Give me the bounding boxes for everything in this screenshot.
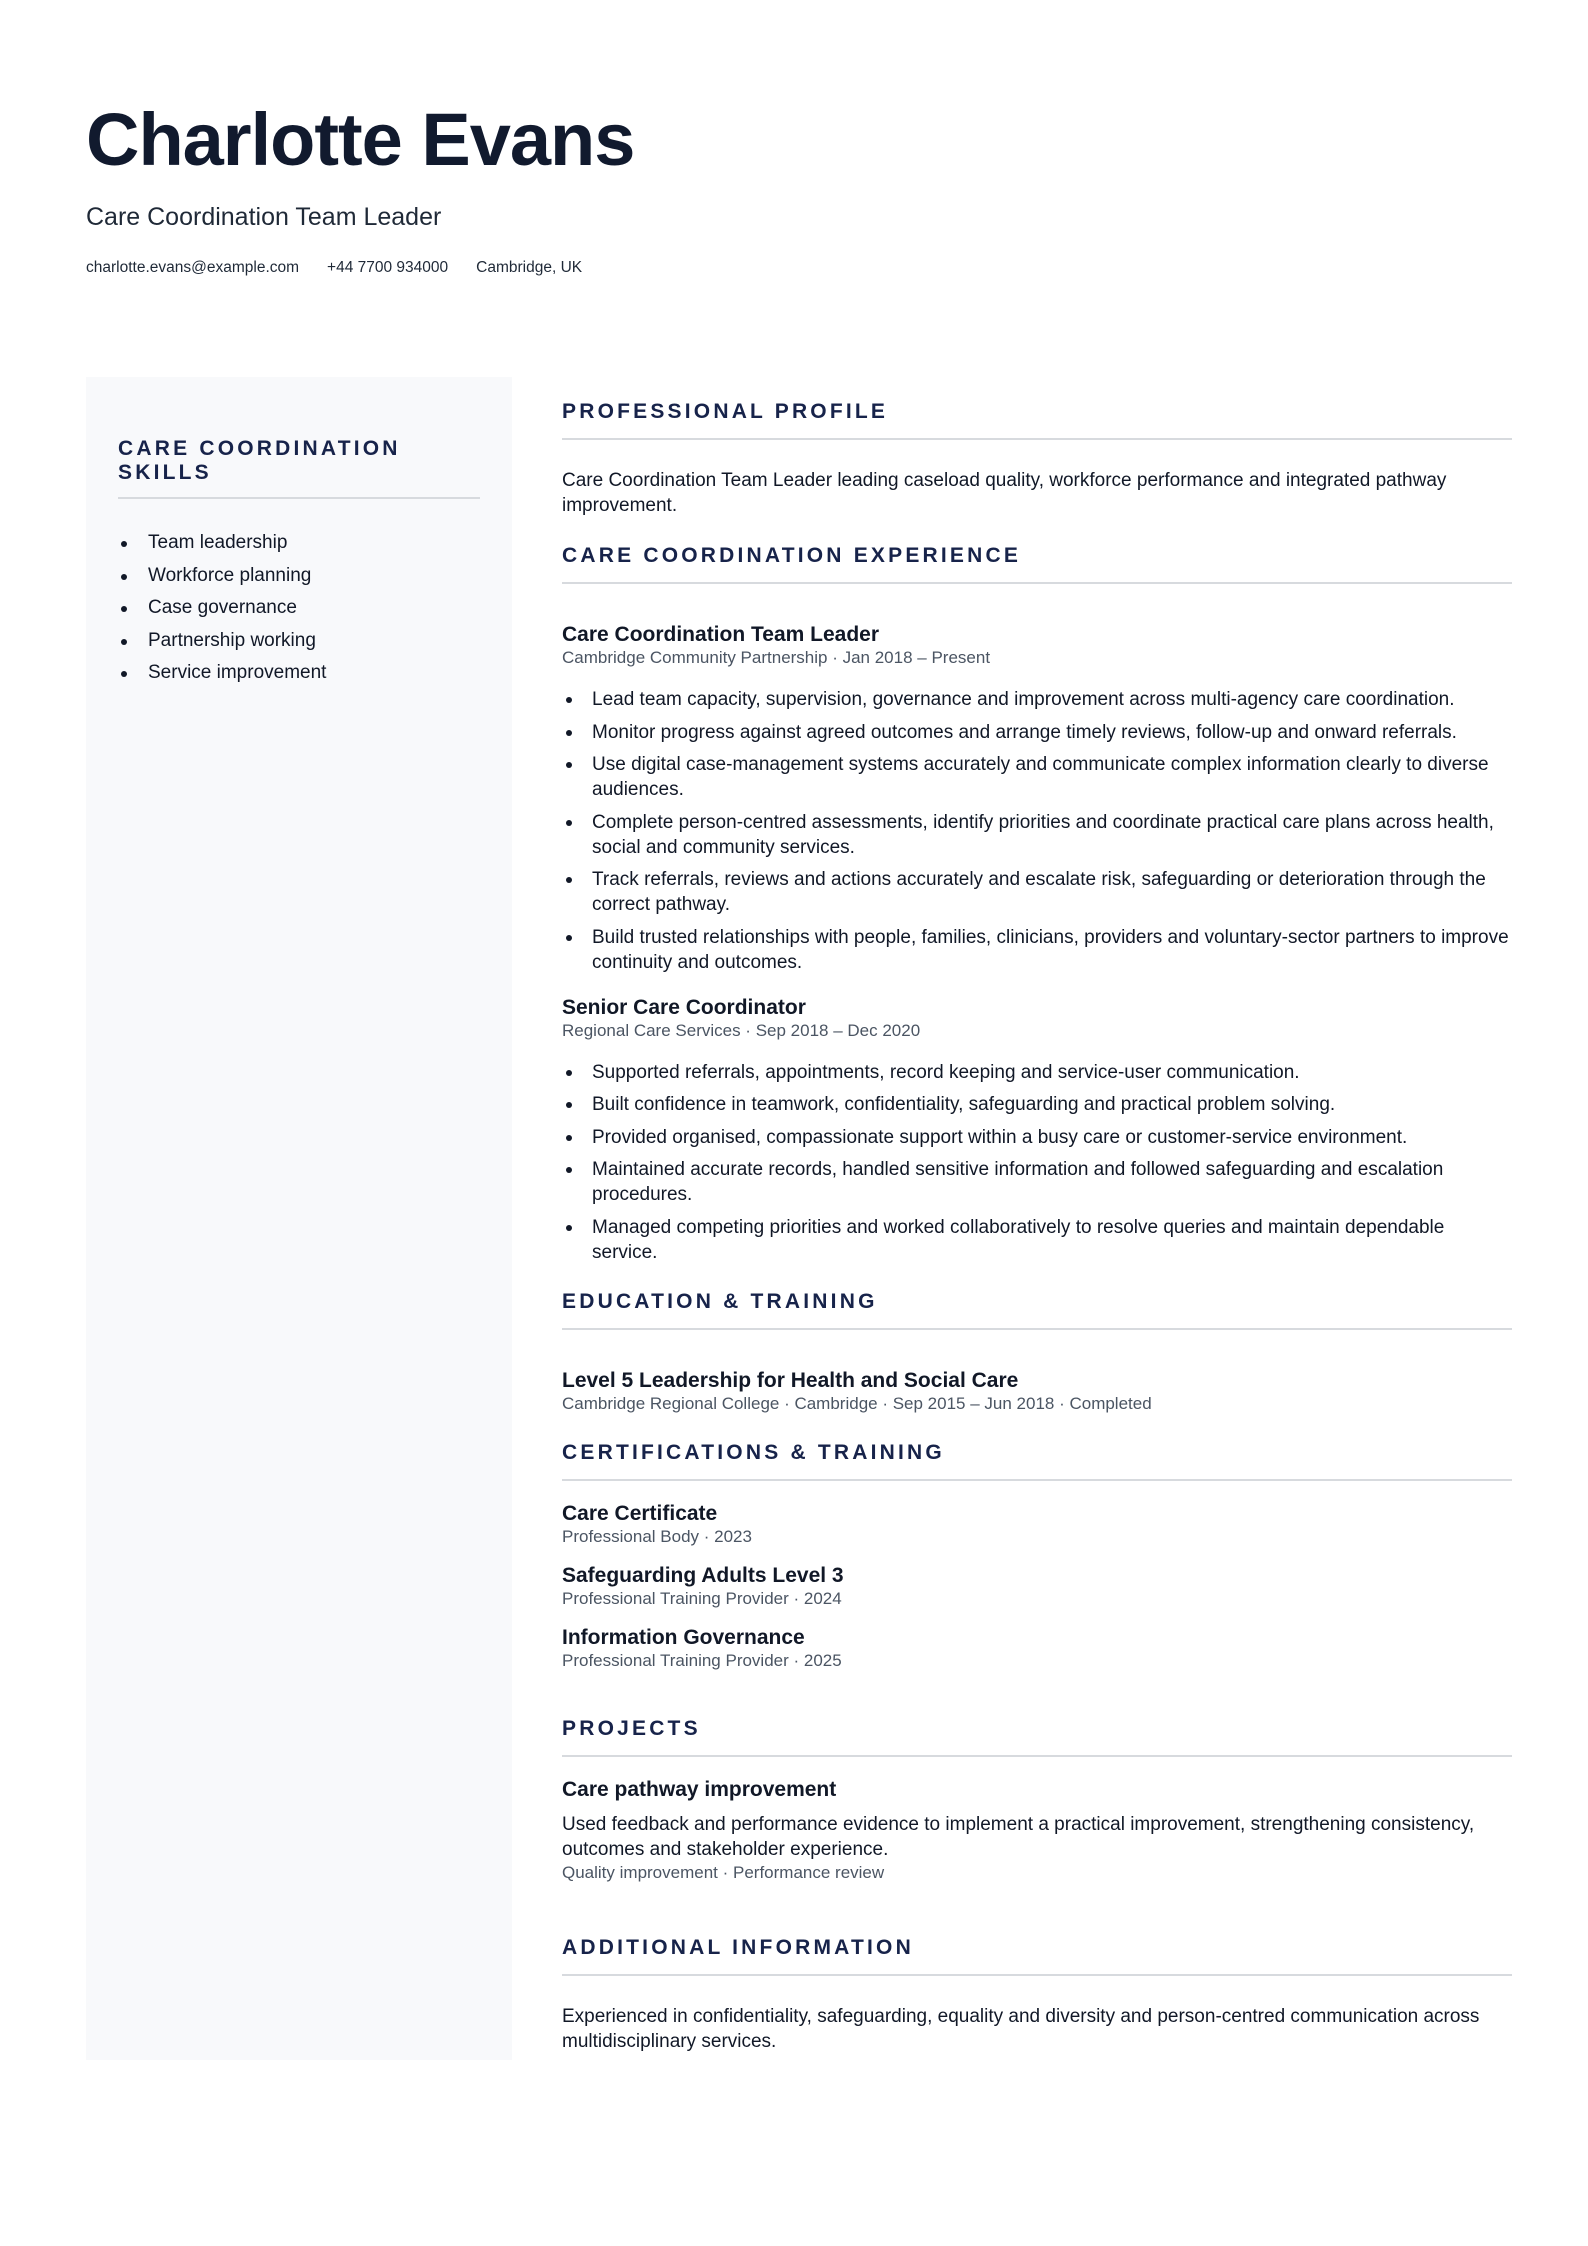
candidate-name: Charlotte Evans xyxy=(86,98,635,181)
job-title: Care Coordination Team Leader xyxy=(562,623,880,646)
job-bullet: Complete person-centred assessments, identify priorities and coordinate practical care plans across health, social and community services. xyxy=(562,810,1512,860)
job-entry xyxy=(562,995,1512,1265)
education-title: Level 5 Leadership for Health and Social Care xyxy=(562,1368,1019,1392)
job-entry xyxy=(562,622,1512,975)
skill-item: Case governance xyxy=(118,592,480,625)
skill-item: Workforce planning xyxy=(118,560,480,593)
job-bullet: Use digital case-management systems accurately and communicate complex information clearly to diverse audiences. xyxy=(562,752,1512,802)
education-section xyxy=(562,1290,1512,1415)
certification-subtitle: Professional Training Provider · 2024 xyxy=(562,1588,842,1608)
projects-heading: PROJECTS xyxy=(562,1717,1512,1757)
experience-section xyxy=(562,544,1512,1265)
certification-title: Care Certificate xyxy=(562,1501,718,1525)
job-bullet: Built confidence in teamwork, confidentiality, safeguarding and practical problem solving. xyxy=(562,1092,1512,1117)
profile-section xyxy=(562,400,1512,518)
sidebar xyxy=(86,377,512,2060)
additional-text: Experienced in confidentiality, safeguarding, equality and diversity and person-centred communication across multidisciplinary services. xyxy=(562,2005,1480,2052)
certifications-heading: CERTIFICATIONS & TRAINING xyxy=(562,1441,1512,1481)
job-bullet: Lead team capacity, supervision, governance and improvement across multi-agency care coordination. xyxy=(562,687,1512,712)
certification-subtitle: Professional Training Provider · 2025 xyxy=(562,1650,842,1670)
job-bullet: Build trusted relationships with people, families, clinicians, providers and voluntary-sector partners to improve continuity and outcomes. xyxy=(562,925,1512,975)
education-heading: EDUCATION & TRAINING xyxy=(562,1290,1512,1330)
contact-email: charlotte.evans@example.com xyxy=(86,259,300,276)
certification-entry xyxy=(562,1501,1512,1548)
contact-location: Cambridge, UK xyxy=(476,259,583,276)
certification-subtitle: Professional Body · 2023 xyxy=(562,1526,752,1546)
job-bullets xyxy=(562,1060,1512,1265)
contact-line xyxy=(86,258,634,278)
job-subtitle: Regional Care Services · Sep 2018 – Dec 2020 xyxy=(562,1020,921,1040)
job-bullets xyxy=(562,687,1512,975)
certification-entry xyxy=(562,1625,1512,1672)
profile-heading: PROFESSIONAL PROFILE xyxy=(562,400,1512,440)
skills-list xyxy=(118,527,480,690)
experience-heading: CARE COORDINATION EXPERIENCE xyxy=(562,544,1512,584)
job-subtitle: Cambridge Community Partnership · Jan 2018 – Present xyxy=(562,648,991,667)
additional-heading: ADDITIONAL INFORMATION xyxy=(562,1936,1512,1976)
projects-section xyxy=(562,1717,1512,1884)
education-subtitle: Cambridge Regional College · Cambridge · Sep 2015 – Jun 2018 · Completed xyxy=(562,1393,1152,1413)
contact-phone: +44 7700 934000 xyxy=(327,259,449,276)
certification-entry xyxy=(562,1563,1512,1610)
certification-title: Safeguarding Adults Level 3 xyxy=(562,1563,844,1587)
skills-heading: CARE COORDINATION SKILLS xyxy=(118,437,480,499)
main-content xyxy=(562,400,1512,2054)
job-bullet: Maintained accurate records, handled sensitive information and followed safeguarding and escalation procedures. xyxy=(562,1157,1512,1207)
certifications-section xyxy=(562,1441,1512,1672)
candidate-role: Care Coordination Team Leader xyxy=(86,203,442,231)
skill-item: Partnership working xyxy=(118,625,480,658)
project-entry xyxy=(562,1777,1512,1884)
project-title: Care pathway improvement xyxy=(562,1777,837,1801)
project-tags: Quality improvement · Performance review xyxy=(562,1862,885,1882)
job-title: Senior Care Coordinator xyxy=(562,995,806,1019)
job-bullet: Track referrals, reviews and actions accurately and escalate risk, safeguarding or deterioration through the correct pathway. xyxy=(562,867,1512,917)
job-bullet: Provided organised, compassionate support within a busy care or customer-service environment. xyxy=(562,1125,1512,1150)
job-bullet: Supported referrals, appointments, record keeping and service-user communication. xyxy=(562,1060,1512,1085)
job-bullet: Managed competing priorities and worked collaboratively to resolve queries and maintain dependable service. xyxy=(562,1215,1512,1265)
project-text: Used feedback and performance evidence to implement a practical improvement, strengthening consistency, outcomes and stakeholder experience. xyxy=(562,1813,1475,1860)
skill-item: Service improvement xyxy=(118,657,480,690)
profile-text: Care Coordination Team Leader leading caseload quality, workforce performance and integrated pathway improvement. xyxy=(562,470,1447,516)
additional-section xyxy=(562,1936,1512,2054)
resume-header xyxy=(86,96,634,278)
job-bullet: Monitor progress against agreed outcomes and arrange timely reviews, follow-up and onward referrals. xyxy=(562,720,1512,745)
education-entry xyxy=(562,1368,1512,1415)
skill-item: Team leadership xyxy=(118,527,480,560)
certification-title: Information Governance xyxy=(562,1625,805,1649)
